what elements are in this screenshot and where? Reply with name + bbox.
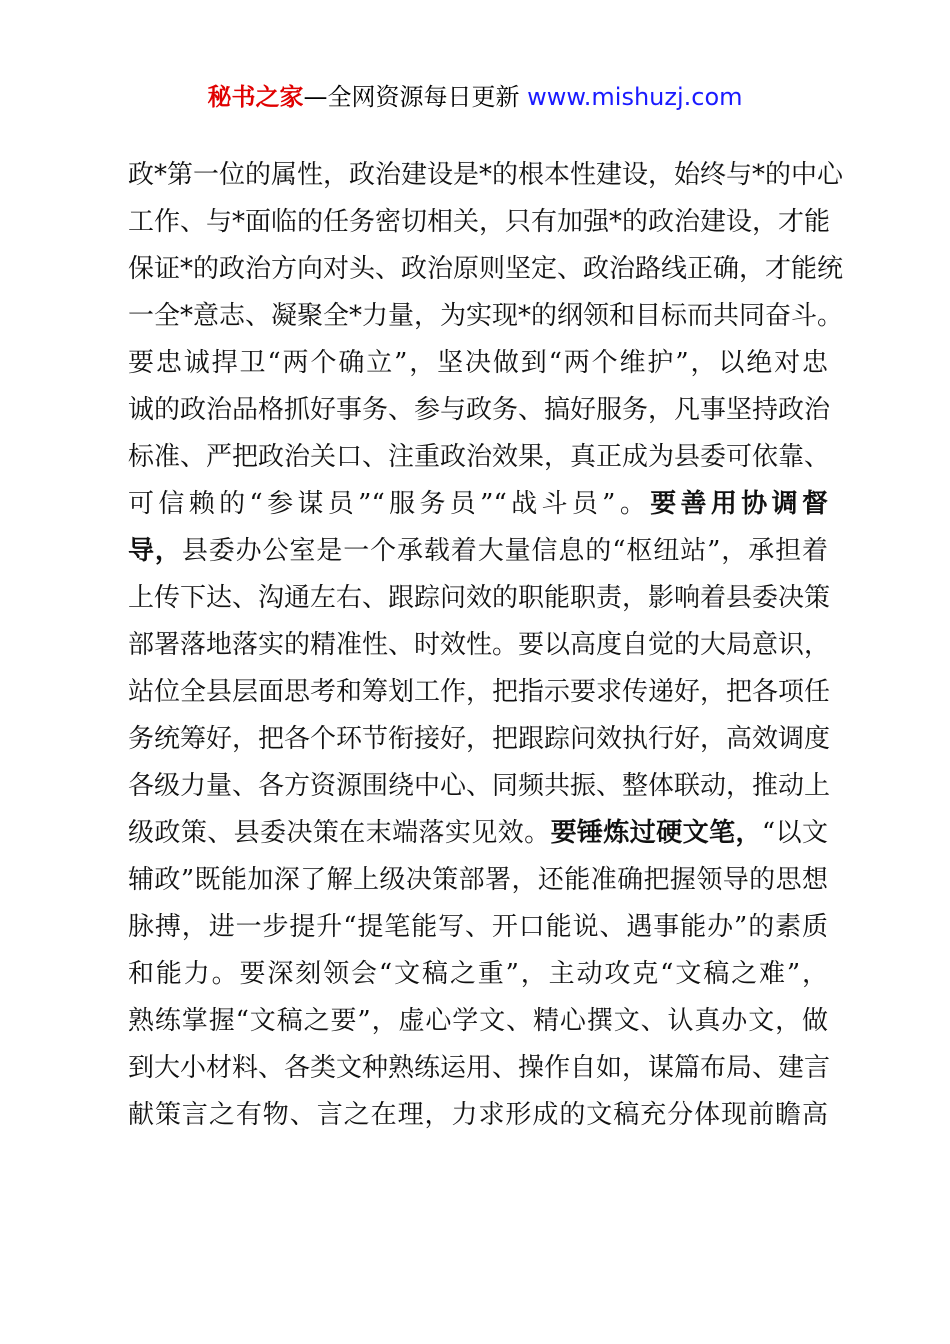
text-line — [128, 810, 828, 857]
text-line — [128, 904, 828, 951]
body-text-segment: 工作、与*面临的任务密切相关，只有加强*的政治建设，才能 — [128, 207, 831, 237]
text-line — [128, 1092, 828, 1139]
body-text-segment: 各级力量、各方资源围绕中心、同频共振、整体联动，推动上 — [128, 771, 831, 801]
text-line — [128, 481, 828, 528]
bold-heading-text: 要善用协调督 — [650, 489, 828, 519]
text-line — [128, 1045, 831, 1092]
text-line — [128, 622, 831, 669]
text-line — [128, 387, 831, 434]
bold-heading-text: 导， — [128, 536, 182, 566]
body-text-segment: 部署落地落实的精准性、时效性。要以高度自觉的大局意识， — [128, 630, 831, 660]
body-text-segment: 可信赖的“参谋员”“服务员”“战斗员”。 — [128, 489, 651, 519]
body-text-segment: 熟练掌握“文稿之要”，虚心学文、精心撰文、认真办文，做 — [128, 1006, 828, 1036]
text-line — [128, 246, 844, 293]
body-text-segment: 献策言之有物、言之在理，力求形成的文稿充分体现前瞻高 — [128, 1100, 828, 1130]
bold-heading-text: 要锤炼过硬文笔， — [550, 818, 762, 848]
site-url-link[interactable]: www.mishuzj.com — [527, 83, 743, 111]
article-body — [128, 152, 844, 1139]
body-text-segment: 务统筹好，把各个环节衔接好，把跟踪问效执行好，高效调度 — [128, 724, 831, 754]
text-line — [128, 528, 828, 575]
body-text-segment: “以文 — [761, 818, 828, 848]
body-text-segment: 诚的政治品格抓好事务、参与政务、搞好服务，凡事坚持政治 — [128, 395, 831, 425]
text-line — [128, 152, 844, 199]
text-line — [128, 434, 831, 481]
body-text-segment: 县委办公室是一个承载着大量信息的“枢纽站”，承担着 — [181, 536, 828, 566]
text-line — [128, 716, 831, 763]
text-line — [128, 669, 831, 716]
site-tagline: —全网资源每日更新 — [303, 83, 528, 111]
text-line — [128, 293, 844, 340]
body-text-segment: 级政策、县委决策在末端落实见效。 — [128, 818, 551, 848]
body-text-segment: 一全*意志、凝聚全*力量，为实现*的纲领和目标而共同奋斗。 — [128, 301, 844, 331]
body-text-segment: 政*第一位的属性，政治建设是*的根本性建设，始终与*的中心 — [128, 160, 844, 190]
site-brand: 秘书之家 — [207, 83, 304, 111]
body-text-segment: 保证*的政治方向对头、政治原则坚定、政治路线正确，才能统 — [128, 254, 844, 284]
text-line — [128, 951, 828, 998]
body-text-segment: 上传下达、沟通左右、跟踪问效的职能职责，影响着县委决策 — [128, 583, 831, 613]
text-line — [128, 998, 828, 1045]
body-text-segment: 要忠诚捍卫“两个确立”，坚决做到“两个维护”，以绝对忠 — [128, 348, 828, 378]
body-text-segment: 和能力。要深刻领会“文稿之重”，主动攻克“文稿之难”， — [128, 959, 828, 989]
text-line — [128, 763, 831, 810]
text-line — [128, 857, 828, 904]
body-text-segment: 标准、严把政治关口、注重政治效果，真正成为县委可依靠、 — [128, 442, 831, 472]
body-text-segment: 辅政”既能加深了解上级决策部署，还能准确把握领导的思想 — [128, 865, 828, 895]
text-line — [128, 340, 828, 387]
text-line — [128, 199, 831, 246]
text-line — [128, 575, 831, 622]
site-header — [0, 80, 950, 114]
body-text-segment: 站位全县层面思考和筹划工作，把指示要求传递好，把各项任 — [128, 677, 831, 707]
body-text-segment: 脉搏，进一步提升“提笔能写、开口能说、遇事能办”的素质 — [128, 912, 828, 942]
body-text-segment: 到大小材料、各类文种熟练运用、操作自如，谋篇布局、建言 — [128, 1053, 831, 1083]
